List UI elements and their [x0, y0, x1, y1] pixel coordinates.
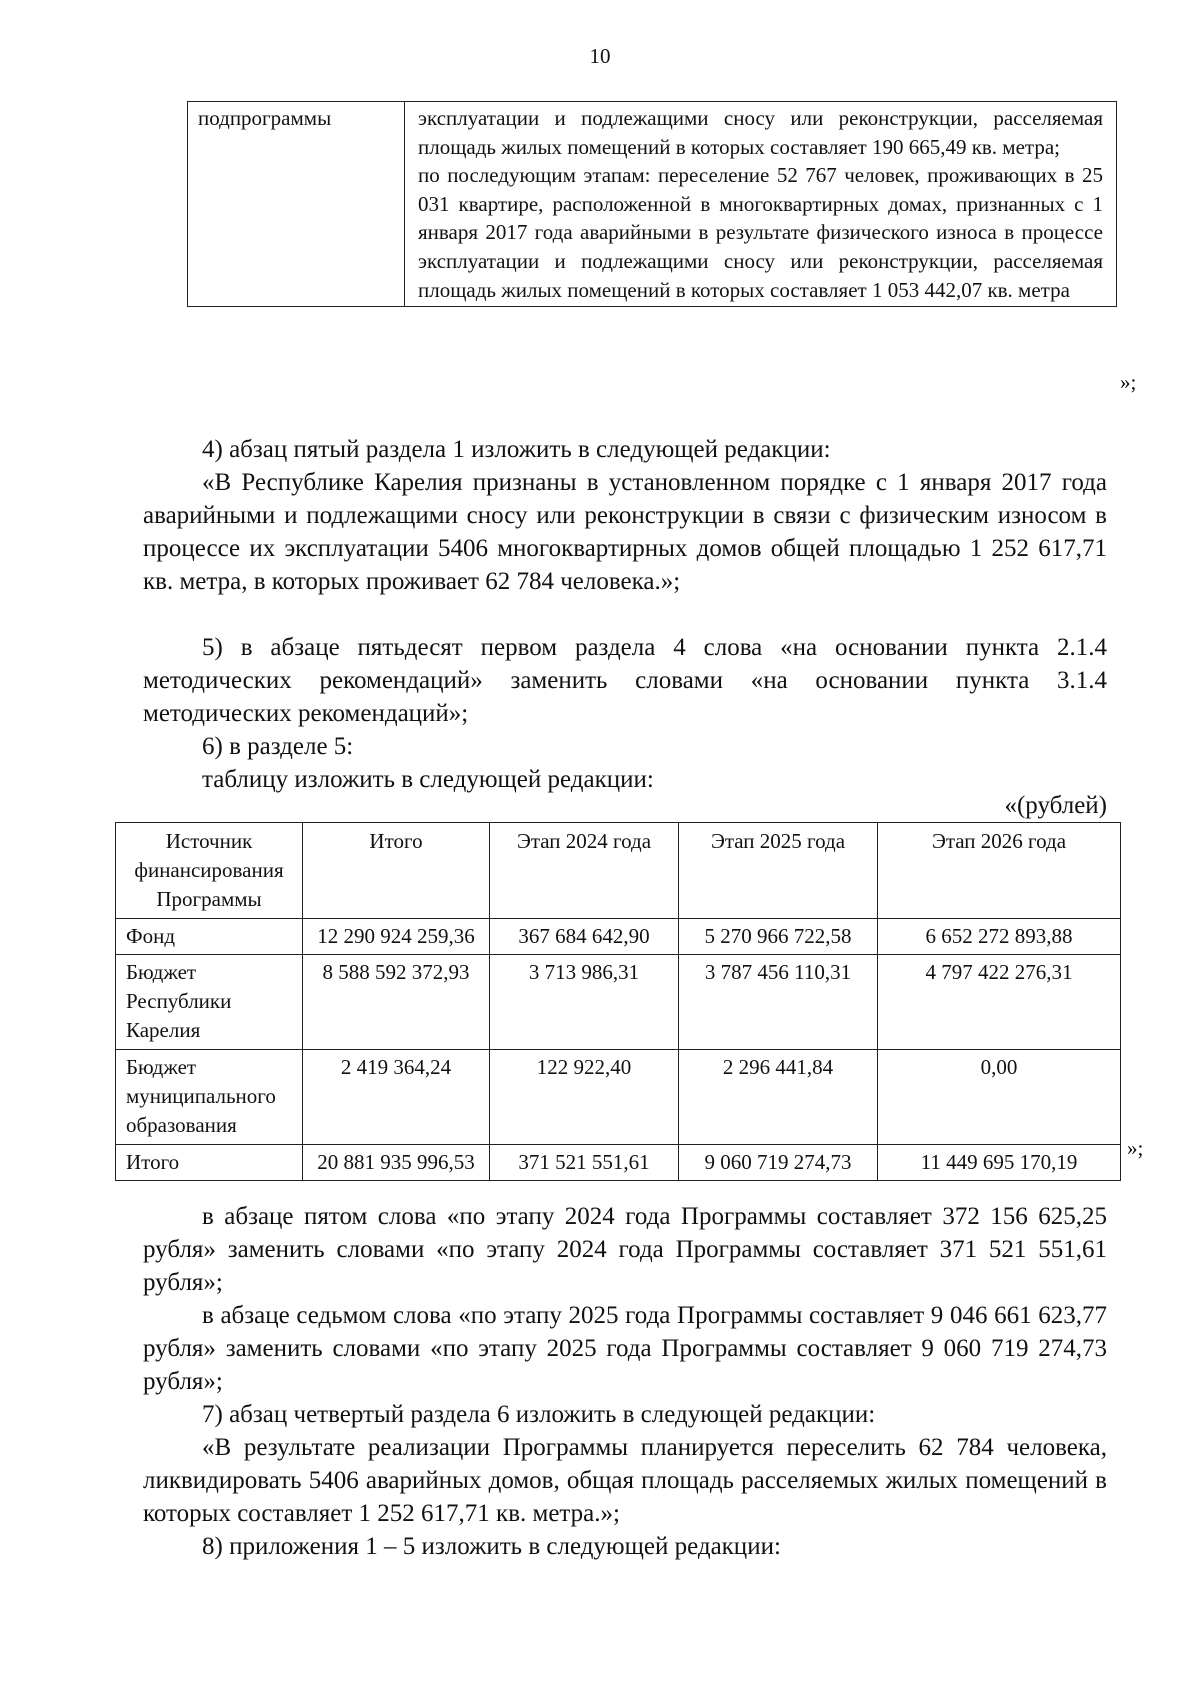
finance-table-header — [116, 823, 1121, 919]
after-table-paragraph-2: в абзаце седьмом слова «по этапу 2025 года Программы составляет 9 046 661 623,77 рубля» заменить словами «по этапу 2025 года Программы составляет 9 060 719 274,73 рубля»; — [143, 1302, 1107, 1395]
table-row — [116, 1145, 1121, 1181]
passport-label: подпрограммы — [188, 102, 405, 307]
row-total-2026: 11 449 695 170,19 — [878, 1145, 1121, 1181]
finance-closing-quote: »; — [1127, 1136, 1144, 1160]
passport-closing-quote: »; — [1120, 370, 1137, 394]
item-6-heading: 6) в разделе 5: — [202, 733, 354, 760]
row-fund-total: 12 290 924 259,36 — [303, 919, 490, 955]
row-total-2025: 9 060 719 274,73 — [679, 1145, 878, 1181]
finance-table — [115, 822, 1121, 1181]
row-total-total: 20 881 935 996,53 — [303, 1145, 490, 1181]
header-source: Источник финансирования Программы — [116, 823, 303, 919]
header-2024: Этап 2024 года — [490, 823, 679, 919]
row-republic-2026: 4 797 422 276,31 — [878, 955, 1121, 1050]
header-total: Итого — [303, 823, 490, 919]
row-republic-source: Бюджет Республики Карелия — [116, 955, 303, 1050]
row-municipal-total: 2 419 364,24 — [303, 1050, 490, 1145]
passport-table — [187, 101, 1117, 307]
item-7-text: «В результате реализации Программы планируется переселить 62 784 человека, ликвидировать 5406 аварийных домов, общая площадь расселяемых жилых помещений в которых составляет 1 252 617,71 кв. метра.»; — [143, 1434, 1107, 1527]
row-fund-source: Фонд — [116, 919, 303, 955]
row-fund-2025: 5 270 966 722,58 — [679, 919, 878, 955]
row-municipal-2025: 2 296 441,84 — [679, 1050, 878, 1145]
item-7-heading: 7) абзац четвертый раздела 6 изложить в следующей редакции: — [202, 1401, 876, 1428]
item-4-heading: 4) абзац пятый раздела 1 изложить в следующей редакции: — [202, 436, 831, 463]
row-municipal-source: Бюджет муниципального образования — [116, 1050, 303, 1145]
item-4-text: «В Республике Карелия признаны в установленном порядке с 1 января 2017 года аварийными и подлежащими сносу или реконструкции в связи с физическим износом в процессе их эксплуатации 5406 многоквартирных домов общей площадью 1 252 617,71 кв. метра, в которых проживает 62 784 человека.»; — [143, 469, 1107, 595]
row-municipal-2026: 0,00 — [878, 1050, 1121, 1145]
row-republic-2025: 3 787 456 110,31 — [679, 955, 878, 1050]
row-municipal-2024: 122 922,40 — [490, 1050, 679, 1145]
item-5-text: 5) в абзаце пятьдесят первом раздела 4 слова «на основании пункта 2.1.4 методических рекомендаций» заменить словами «на основании пункта 3.1.4 методических рекомендаций»; — [143, 634, 1107, 727]
header-2025: Этап 2025 года — [679, 823, 878, 919]
passport-line-2: по последующим этапам: переселение 52 767 человек, проживающих в 25 031 квартире, расположенной в многоквартирных домах, признанных с 1 января 2017 года аварийными в результате физического износа в процессе эксплуатации и подлежащими сносу или реконструкции, расселяемая площадь жилых помещений в которых составляет 1 053 442,07 кв. метра — [418, 163, 1103, 302]
row-total-source: Итого — [116, 1145, 303, 1181]
row-total-2024: 371 521 551,61 — [490, 1145, 679, 1181]
units-label: «(рублей) — [1004, 792, 1107, 819]
passport-value — [405, 102, 1117, 307]
row-fund-2026: 6 652 272 893,88 — [878, 919, 1121, 955]
page-number: 10 — [589, 44, 611, 68]
item-6-subheading: таблицу изложить в следующей редакции: — [202, 766, 654, 793]
table-row — [116, 955, 1121, 1050]
item-8-heading: 8) приложения 1 – 5 изложить в следующей редакции: — [202, 1533, 781, 1560]
header-2026: Этап 2026 года — [878, 823, 1121, 919]
row-fund-2024: 367 684 642,90 — [490, 919, 679, 955]
table-row — [116, 919, 1121, 955]
row-republic-total: 8 588 592 372,93 — [303, 955, 490, 1050]
after-table-paragraph-1: в абзаце пятом слова «по этапу 2024 года Программы составляет 372 156 625,25 рубля» заменить словами «по этапу 2024 года Программы составляет 371 521 551,61 рубля»; — [143, 1203, 1107, 1296]
row-republic-2024: 3 713 986,31 — [490, 955, 679, 1050]
passport-line-1: эксплуатации и подлежащими сносу или реконструкции, расселяемая площадь жилых помещений в которых составляет 190 665,49 кв. метра; — [418, 106, 1103, 159]
table-row — [116, 1050, 1121, 1145]
